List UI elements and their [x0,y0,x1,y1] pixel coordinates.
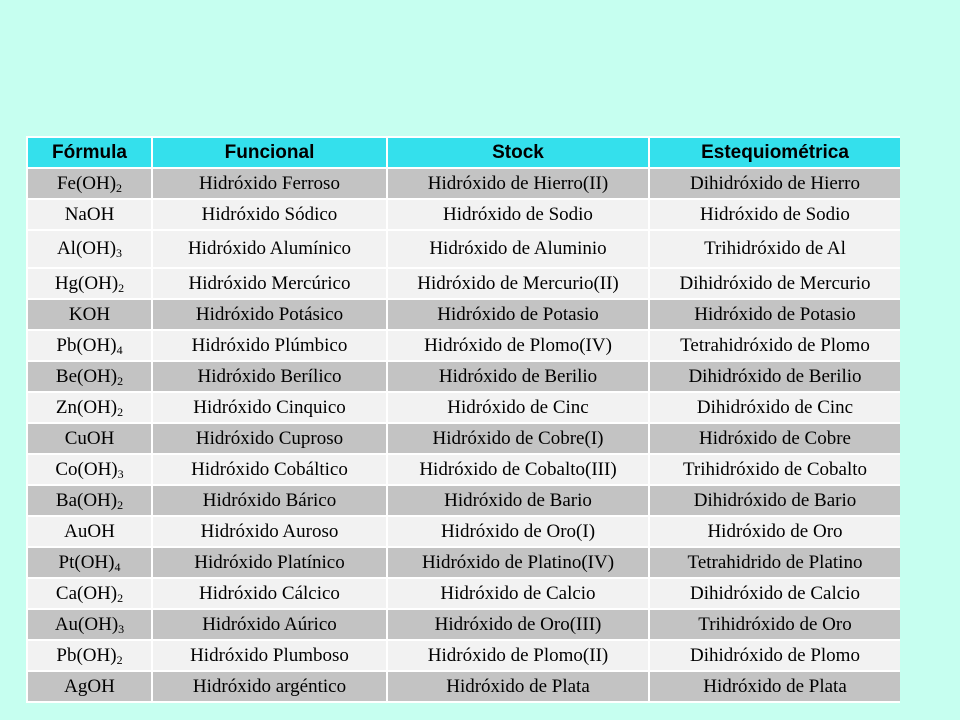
formula-base: NaOH [64,203,115,225]
funcional-cell: Hidróxido Cinquico [153,393,386,422]
formula-base: KOH [68,303,111,325]
estequiometrica-cell: Dihidróxido de Hierro [650,169,900,198]
table-row [28,300,900,329]
formula-subscript: 2 [118,280,125,295]
stock-cell: Hidróxido de Platino(IV) [388,548,648,577]
funcional-cell: Hidróxido argéntico [153,672,386,701]
stock-cell: Hidróxido de Cobre(I) [388,424,648,453]
stock-cell: Hidróxido de Sodio [388,200,648,229]
formula-base: Hg(OH) [54,272,119,294]
formula-base: AuOH [64,520,115,542]
formula-base: Ca(OH) [55,582,118,604]
formula-cell [28,517,151,546]
estequiometrica-cell: Dihidróxido de Cinc [650,393,900,422]
stock-cell: Hidróxido de Calcio [388,579,648,608]
formula-base: Pt(OH) [58,551,115,573]
estequiometrica-cell: Dihidróxido de Calcio [650,579,900,608]
formula-subscript: 2 [117,590,124,605]
formula-subscript: 4 [114,559,121,574]
estequiometrica-cell: Hidróxido de Cobre [650,424,900,453]
formula-base: Al(OH) [56,238,117,259]
estequiometrica-cell: Tetrahidróxido de Plomo [650,331,900,360]
stock-cell: Hidróxido de Plomo(II) [388,641,648,670]
table-row [28,393,900,422]
formula-subscript: 3 [117,466,124,481]
estequiometrica-cell: Dihidróxido de Berilio [650,362,900,391]
funcional-cell: Hidróxido Cuproso [153,424,386,453]
table-row [28,200,900,229]
header-estequiometrica: Estequiométrica [650,138,900,167]
formula-subscript: 2 [117,497,124,512]
table-row [28,579,900,608]
formula-cell [28,169,151,198]
table-row [28,486,900,515]
funcional-cell: Hidróxido Sódico [153,200,386,229]
table-row [28,672,900,701]
table-row [28,331,900,360]
formula-subscript: 2 [116,180,123,195]
table-row [28,231,900,267]
formula-subscript: 3 [118,621,125,636]
stock-cell: Hidróxido de Cinc [388,393,648,422]
funcional-cell: Hidróxido Cálcico [153,579,386,608]
estequiometrica-cell: Trihidróxido de Al [650,231,900,267]
funcional-cell: Hidróxido Aúrico [153,610,386,639]
stock-cell: Hidróxido de Plomo(IV) [388,331,648,360]
stock-cell: Hidróxido de Cobalto(III) [388,455,648,484]
formula-subscript: 2 [116,652,123,667]
formula-base: Be(OH) [55,365,118,387]
hydroxides-table-container [26,136,900,703]
funcional-cell: Hidróxido Ferroso [153,169,386,198]
funcional-cell: Hidróxido Berílico [153,362,386,391]
stock-cell: Hidróxido de Potasio [388,300,648,329]
formula-cell [28,486,151,515]
stock-cell: Hidróxido de Oro(I) [388,517,648,546]
header-row [28,138,900,167]
formula-base: Au(OH) [54,613,119,635]
formula-cell [28,641,151,670]
formula-cell [28,672,151,701]
table-row [28,424,900,453]
formula-cell [28,269,151,298]
stock-cell: Hidróxido de Hierro(II) [388,169,648,198]
table-row [28,455,900,484]
formula-cell [28,393,151,422]
funcional-cell: Hidróxido Platínico [153,548,386,577]
estequiometrica-cell: Hidróxido de Potasio [650,300,900,329]
formula-subscript: 3 [116,246,123,260]
table-row [28,548,900,577]
estequiometrica-cell: Trihidróxido de Cobalto [650,455,900,484]
formula-subscript: 2 [117,373,124,388]
header-formula: Fórmula [28,138,151,167]
table-row [28,169,900,198]
estequiometrica-cell: Hidróxido de Plata [650,672,900,701]
stock-cell: Hidróxido de Plata [388,672,648,701]
formula-cell [28,200,151,229]
formula-base: Pb(OH) [56,334,117,356]
estequiometrica-cell: Dihidróxido de Mercurio [650,269,900,298]
table-row [28,610,900,639]
stock-cell: Hidróxido de Mercurio(II) [388,269,648,298]
formula-base: Fe(OH) [56,172,117,194]
estequiometrica-cell: Hidróxido de Sodio [650,200,900,229]
formula-base: Zn(OH) [55,396,118,418]
funcional-cell: Hidróxido Mercúrico [153,269,386,298]
stock-cell: Hidróxido de Oro(III) [388,610,648,639]
estequiometrica-cell: Dihidróxido de Bario [650,486,900,515]
formula-subscript: 4 [116,342,123,357]
formula-base: AgOH [64,675,115,697]
stock-cell: Hidróxido de Aluminio [388,231,648,267]
table-row [28,269,900,298]
estequiometrica-cell: Dihidróxido de Plomo [650,641,900,670]
formula-cell [28,300,151,329]
formula-cell [28,362,151,391]
estequiometrica-cell: Tetrahidrido de Platino [650,548,900,577]
formula-subscript: 2 [117,404,124,419]
formula-cell [28,424,151,453]
formula-base: Ba(OH) [55,489,118,511]
header-funcional: Funcional [153,138,386,167]
funcional-cell: Hidróxido Alumínico [153,231,386,267]
formula-base: CuOH [64,427,115,449]
table-row [28,641,900,670]
funcional-cell: Hidróxido Potásico [153,300,386,329]
formula-cell [28,455,151,484]
funcional-cell: Hidróxido Cobáltico [153,455,386,484]
formula-base: Co(OH) [55,458,118,480]
formula-cell [28,610,151,639]
funcional-cell: Hidróxido Bárico [153,486,386,515]
funcional-cell: Hidróxido Plúmbico [153,331,386,360]
estequiometrica-cell: Trihidróxido de Oro [650,610,900,639]
header-stock: Stock [388,138,648,167]
formula-cell [28,331,151,360]
table-row [28,362,900,391]
funcional-cell: Hidróxido Auroso [153,517,386,546]
stock-cell: Hidróxido de Bario [388,486,648,515]
formula-cell [28,231,151,267]
formula-cell [28,579,151,608]
table-row [28,517,900,546]
stock-cell: Hidróxido de Berilio [388,362,648,391]
hydroxides-table [26,136,902,703]
funcional-cell: Hidróxido Plumboso [153,641,386,670]
formula-cell [28,548,151,577]
formula-base: Pb(OH) [56,644,117,666]
estequiometrica-cell: Hidróxido de Oro [650,517,900,546]
